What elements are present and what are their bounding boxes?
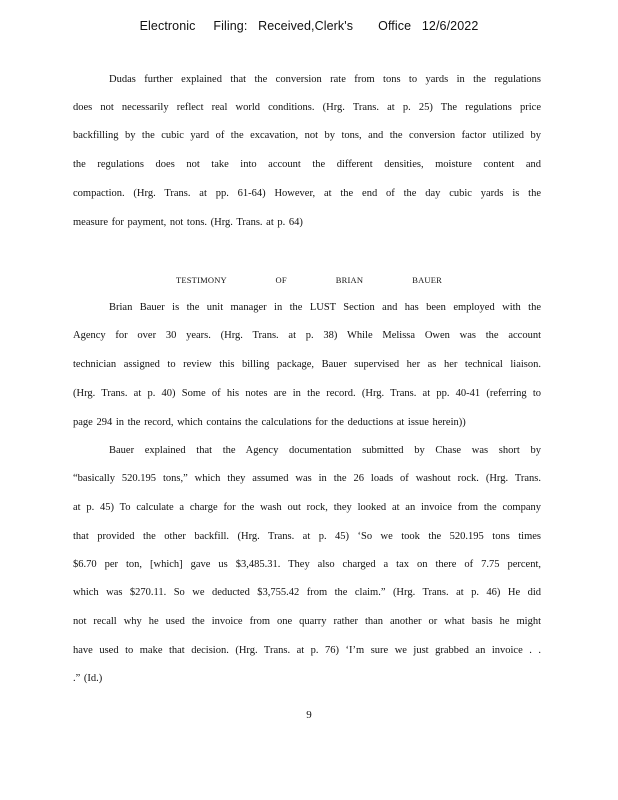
paragraph-line: page 294 in the record, which contains the calculations for the deductions at issue herein))	[73, 417, 466, 428]
paragraph-line: not recall why he used the invoice from one quarry rather than another or what basis he might	[73, 616, 541, 627]
paragraph-line: compaction. (Hrg. Trans. at pp. 61-64) However, at the end of the day cubic yards is the	[73, 188, 541, 199]
paragraph-line: (Hrg. Trans. at p. 40) Some of his notes are in the record. (Hrg. Trans. at pp. 40-41 (referring to	[73, 388, 541, 399]
paragraph-line: “basically 520.195 tons,” which they assumed was in the 26 loads of washout rock. (Hrg. Trans.	[73, 473, 541, 484]
paragraph-line: which was $270.11. So we deducted $3,755.42 from the claim.” (Hrg. Trans. at p. 46) He did	[73, 587, 541, 598]
paragraph-line: Brian Bauer is the unit manager in the LUST Section and has been employed with the	[109, 302, 541, 313]
paragraph-line: that provided the other backfill. (Hrg. Trans. at p. 45) ‘So we took the 520.195 tons times	[73, 531, 541, 542]
paragraph-line: does not necessarily reflect real world conditions. (Hrg. Trans. at p. 25) The regulations price	[73, 102, 541, 113]
paragraph-line: at p. 45) To calculate a charge for the wash out rock, they looked at an invoice from the company	[73, 502, 541, 513]
paragraph-line: measure for payment, not tons. (Hrg. Trans. at p. 64)	[73, 217, 303, 228]
paragraph-line: the regulations does not take into account the different densities, moisture content and	[73, 159, 541, 170]
paragraph-line: have used to make that decision. (Hrg. Trans. at p. 76) ‘I’m sure we just grabbed an invoice . .	[73, 645, 541, 656]
paragraph-line: backfilling by the cubic yard of the excavation, not by tons, and the conversion factor utilized by	[73, 130, 541, 141]
paragraph-line: Bauer explained that the Agency documentation submitted by Chase was short by	[109, 445, 541, 456]
section-heading: TESTIMONY OF BRIAN BAUER	[175, 275, 443, 285]
filing-stamp-header: Electronic Filing: Received,Clerk's Office 12/6/2022	[139, 19, 479, 33]
paragraph-line: .” (Id.)	[73, 673, 103, 684]
paragraph-line: Dudas further explained that the conversion rate from tons to yards in the regulations	[109, 74, 541, 85]
paragraph-line: Agency for over 30 years. (Hrg. Trans. at p. 38) While Melissa Owen was the account	[73, 330, 541, 341]
page-number: 9	[306, 709, 312, 721]
paragraph-line: $6.70 per ton, [which] gave us $3,485.31. They also charged a tax on there of 7.75 percent,	[73, 559, 541, 570]
paragraph-line: technician assigned to review this billing package, Bauer supervised her as her technical liaison.	[73, 359, 541, 370]
